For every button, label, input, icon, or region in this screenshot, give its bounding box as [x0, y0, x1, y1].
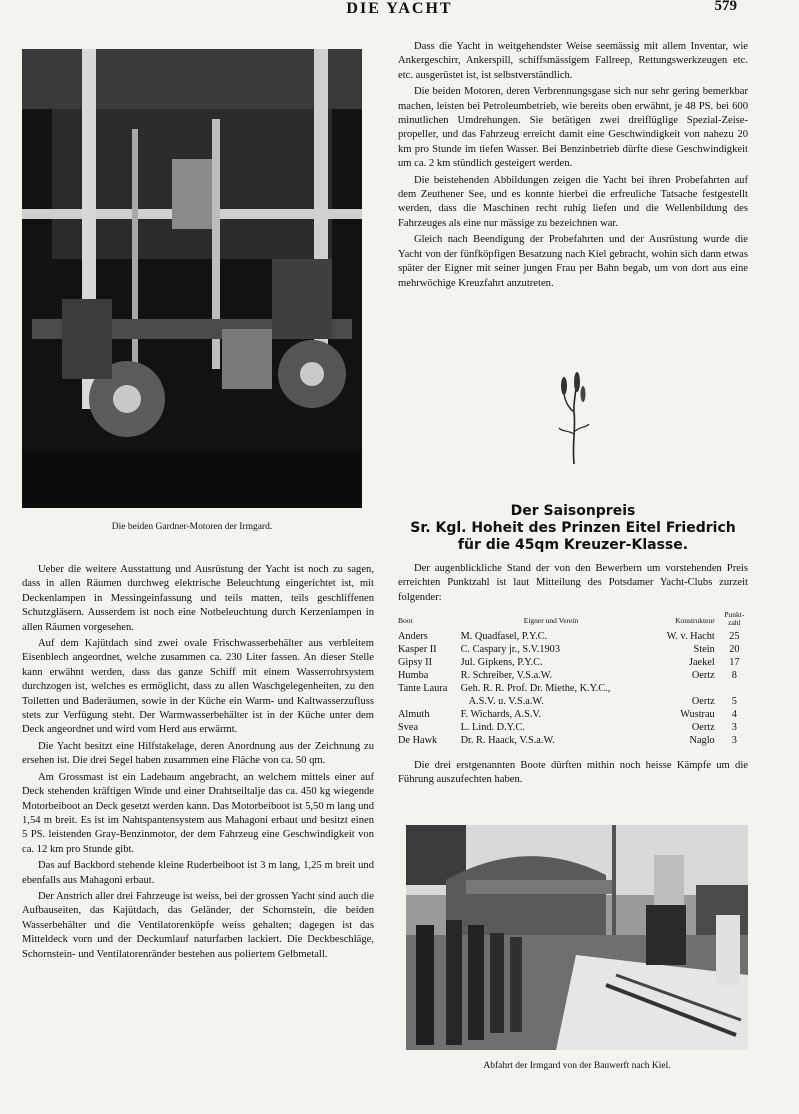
points-cell: 3 — [731, 735, 737, 746]
points-cell — [721, 682, 748, 695]
departure-caption: Abfahrt der Irmgard von der Bauwerft nach Kiel. — [483, 1061, 671, 1071]
constructor-cell: Oertz — [691, 696, 715, 707]
constructor-cell: Stein — [693, 644, 715, 655]
points-cell: 25 — [729, 631, 740, 642]
column-header-constructor: Konstrukteur — [675, 616, 715, 625]
constructor-cell: Jaekel — [688, 657, 715, 668]
right-paragraph: Die beistehenden Abbildungen zeigen die Yacht bei ihren Probefahrten auf dem Zeuthener See, und es konnte hierbei die erfreuliche Tatsache festgestellt werden, dass die Maschinen recht ruhig liefen und die Wellenbildung des Fahrzeuges als eine nur mässige zu bezeichnen war. — [398, 174, 748, 229]
owner-cell: Dr. R. Haack, V.S.a.W. — [460, 735, 555, 746]
boat-cell — [398, 695, 461, 708]
column-header-boat: Boot — [398, 616, 413, 625]
plant-ornament-icon — [556, 372, 592, 464]
owner-cell: A.S.V. u. V.S.a.W. — [468, 696, 544, 707]
left-column — [22, 563, 374, 964]
points-cell: 17 — [729, 657, 740, 668]
article-conclusion-text: Die drei erstgenannten Boote dürften mithin noch heisse Kämpfe um die Führung auszufechten haben. — [398, 760, 748, 786]
owner-cell: Geh. R. R. Prof. Dr. Miethe, K.Y.C., — [460, 683, 611, 694]
owner-cell: Jul. Gipkens, P.Y.C. — [460, 657, 543, 668]
boat-cell: Tante Laura — [398, 683, 448, 694]
boat-cell: De Hawk — [398, 735, 438, 746]
constructor-cell: Wustrau — [680, 709, 715, 720]
boat-cell: Almuth — [398, 709, 430, 720]
constructor-cell: W. v. Hacht — [666, 631, 715, 642]
owner-cell: R. Schreiber, V.S.a.W. — [460, 670, 553, 681]
constructor-cell — [641, 682, 720, 695]
departure-photo-image — [406, 825, 748, 1050]
article-intro-text: Der augenblickliche Stand der von den Bewerbern um vorstehenden Preis erreichten Punktzahl ist laut Mitteilung des Potsdamer Yacht-Clubs zurzeit folgender: — [398, 563, 748, 603]
boat-cell: Anders — [398, 631, 428, 642]
article-intro — [398, 562, 748, 607]
points-cell: 20 — [729, 644, 740, 655]
right-paragraph: Dass die Yacht in weitgehendster Weise seemässig mit allem Inventar, wie Ankergeschirr, Ankerspill, schiffsmässigem Fallreep, Rettungswerkzeugen etc. etc. ausgerüstet ist, ist selbstverständlich. — [398, 41, 748, 81]
table-header-row — [398, 611, 748, 630]
boat-cell: Gipsy II — [398, 657, 433, 668]
points-cell: 5 — [731, 696, 737, 707]
engines-caption: Die beiden Gardner-Motoren der Irmgard. — [111, 522, 273, 532]
owner-cell: F. Wichards, A.S.V. — [460, 709, 542, 720]
left-paragraph: Am Grossmast ist ein Ladebaum angebracht, an welchem mittels einer auf Deck stehenden kräftigen Winde und einer Drahtseiltalje das ca. 450 kg wiegende Motorbeiboot an Deck gesetzt werden kann. Das Motorbeiboot ist 5,50 m lang und 1,54 m breit. Es ist im Nahtspantensystem aus Mahagoni erbaut und besitzt einen 5 PS. leistenden Gray-Benzinmotor, der dem Fahrzeug eine Geschwindigkeit von ca. 12 km pro Stunde gibt. — [22, 771, 374, 855]
constructor-cell: Oertz — [691, 722, 715, 733]
article-heading-line1: Der Saisonpreis — [510, 503, 636, 519]
owner-cell: C. Caspary jr., S.V.1903 — [460, 644, 560, 655]
journal-title: DIE YACHT — [346, 0, 453, 17]
boat-cell: Svea — [398, 722, 419, 733]
engines-photo — [22, 49, 362, 508]
left-paragraph: Die Yacht besitzt eine Hilfstakelage, deren Anordnung aus der Zeichnung zu ersehen ist. Die drei Segel haben zusammen eine Fläche von ca. 50 qm. — [22, 740, 374, 767]
left-paragraph: Ueber die weitere Ausstattung und Ausrüstung der Yacht ist noch zu sagen, dass in allen Räumen durchweg elektrische Beleuchtung eingerichtet ist, mit Deckenlampen in Messingeinfassung und teils matten, teils geschliffenen Schutzgläsern. Ausserdem ist noch eine Notbeleuchtung durch Kerzenlampen in allen Räumen vorgesehen. — [22, 564, 374, 633]
departure-photo — [406, 825, 748, 1050]
points-cell: 4 — [731, 709, 737, 720]
left-paragraph: Das auf Backbord stehende kleine Ruderbeiboot ist 3 m lang, 1,25 m breit und ebenfalls aus Mahagoni erbaut. — [22, 860, 374, 886]
points-cell: 3 — [731, 722, 737, 733]
right-column — [398, 40, 748, 293]
article-heading-line2: Sr. Kgl. Hoheit des Prinzen Eitel Friedrich — [410, 520, 736, 536]
table-row — [398, 669, 748, 682]
table-row — [398, 630, 748, 643]
page-number: 579 — [714, 0, 737, 14]
points-cell: 8 — [731, 670, 737, 681]
column-header-owner: Eigner und Verein — [523, 616, 579, 625]
owner-cell: L. Lind. D.Y.C. — [460, 722, 525, 733]
article-heading-line3: für die 45qm Kreuzer-Klasse. — [457, 537, 689, 553]
constructor-cell: Oertz — [691, 670, 715, 681]
table-row — [398, 682, 748, 695]
right-paragraph: Die beiden Motoren, deren Verbrennungsgase sich nur sehr gering bemerkbar machen, leisten bei Petroleumbetrieb, wie bereits oben erwähnt, je 48 PS. bei 600 minutlichen Umdrehungen. Sie betätigen zwei dreiflüglige Spezial-Zeise-propeller, und das Fahrzeug erreicht damit eine Geschwindigkeit von nahezu 20 km pro Stunde im tiefen Wasser. Bei Benzinbetrieb dürfte diese Geschwindigkeit um ca. 2 km stündlich gesteigert werden. — [398, 86, 748, 170]
article-conclusion — [398, 759, 748, 790]
left-paragraph: Der Anstrich aller drei Fahrzeuge ist weiss, bei der grossen Yacht sind auch die Aufbauseiten, das Kajütdach, das Geländer, der Schornstein, die beiden Wasserbehälter und die Ventilatorenköpfe weiss gehalten; dagegen ist das Mitteldeck vorn und der Deckumlauf naturfarben lackiert. Die Deckbeschläge, Schornstein- und Ventilatorenränder bestehen aus poliertem Gelbmetall. — [22, 890, 374, 960]
table-row — [398, 721, 748, 734]
column-header-points: Punkt-zahl — [724, 610, 745, 627]
table-row — [398, 708, 748, 721]
right-paragraph: Gleich nach Beendigung der Probefahrten und der Ausrüstung wurde die Yacht von der fünfköpfigen Besatzung nach Kiel gebracht, wohin sich dann etwas später der Eigner mit seiner jungen Frau per Bahn begab, um von dort aus eine mehrwöchige Kreuzfahrt anzutreten. — [398, 234, 748, 289]
points-table — [398, 611, 748, 747]
boat-cell: Kasper II — [398, 644, 437, 655]
table-row — [398, 656, 748, 669]
left-paragraph: Auf dem Kajütdach sind zwei ovale Frischwasserbehälter aus verbleitem Eisenblech angeordnet, welche zusammen ca. 230 Liter fassen. An dieser Stelle kann erwähnt werden, dass das ganze Schiff mit einem Wasserrohrsystem durchzogen ist, welches es ermöglicht, dass zu allen Waschgelegenheiten, zu den Toiletten und Baderäumen, sowie in der Küche ein Warm- und Kaltwasserzufluss stets zur Verfügung steht. Der Warmwasserbehälter ist in der Küche unter dem Deck angeordnet und wird vom Herd aus erwärmt. — [22, 638, 374, 736]
table-row — [398, 734, 748, 747]
boat-cell: Humba — [398, 670, 429, 681]
owner-cell: M. Quadfasel, P.Y.C. — [460, 631, 548, 642]
table-row — [398, 695, 748, 708]
engines-photo-image — [22, 49, 362, 508]
table-row — [398, 643, 748, 656]
constructor-cell: Naglo — [689, 735, 715, 746]
